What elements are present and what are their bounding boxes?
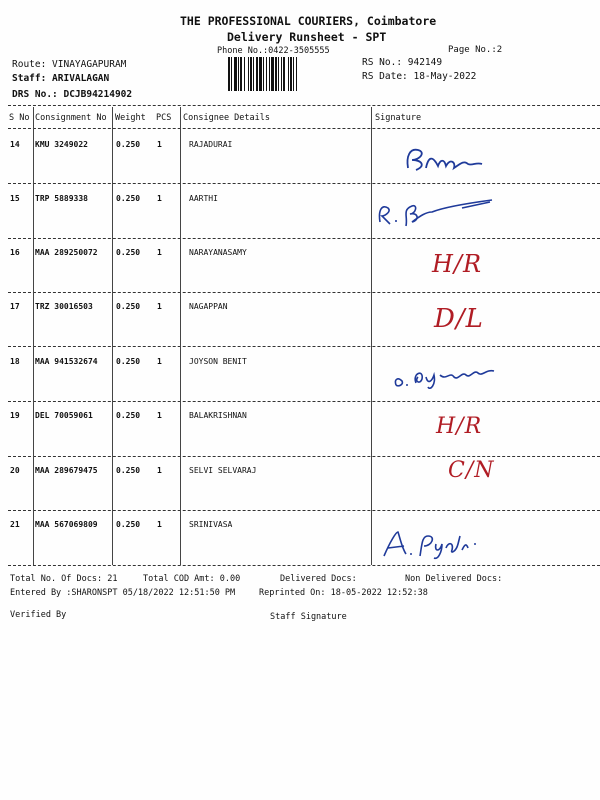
- reprinted-on: Reprinted On: 18-05-2022 12:52:38: [259, 588, 428, 598]
- row-consignment: TRZ 30016503: [35, 302, 93, 311]
- row-sno: 14: [10, 140, 20, 149]
- row-consignee: AARTHI: [189, 194, 218, 203]
- page-title: THE PROFESSIONAL COURIERS, Coimbatore: [180, 14, 437, 28]
- row-sno: 16: [10, 248, 20, 257]
- column-divider: [180, 107, 181, 565]
- row-pcs: 1: [157, 194, 162, 203]
- total-docs: Total No. Of Docs: 21: [10, 574, 118, 584]
- column-divider: [112, 107, 113, 565]
- row-weight: 0.250: [116, 466, 141, 475]
- drs-number: DRS No.: DCJB94214902: [12, 89, 133, 100]
- row-divider: [8, 510, 600, 511]
- row-weight: 0.250: [116, 520, 141, 529]
- row-consignment: MAA 941532674: [35, 357, 98, 366]
- status-mark: H/R: [436, 414, 483, 439]
- row-pcs: 1: [157, 520, 162, 529]
- table-top-border: [8, 105, 600, 106]
- signature-icon: [372, 186, 502, 232]
- row-sno: 21: [10, 520, 20, 529]
- total-cod: Total COD Amt: 0.00: [143, 574, 241, 584]
- header-divider: [8, 128, 600, 129]
- row-sno: 20: [10, 466, 20, 475]
- row-consignee: JOYSON BENIT: [189, 357, 247, 366]
- page-number: Page No.:2: [448, 45, 503, 55]
- col-header-pcs: PCS: [156, 113, 172, 123]
- row-divider: [8, 456, 600, 457]
- row-consignment: TRP 5889338: [35, 194, 88, 203]
- row-consignee: NAGAPPAN: [189, 302, 228, 311]
- row-sno: 17: [10, 302, 20, 311]
- page-subtitle: Delivery Runsheet - SPT: [227, 30, 387, 44]
- row-divider: [8, 183, 600, 184]
- status-mark: C/N: [448, 458, 495, 483]
- row-weight: 0.250: [116, 357, 141, 366]
- row-divider: [8, 238, 600, 239]
- row-consignment: DEL 70059061: [35, 411, 93, 420]
- row-divider: [8, 346, 600, 347]
- column-divider: [33, 107, 34, 565]
- row-sno: 15: [10, 194, 20, 203]
- route-label: Route: VINAYAGAPURAM: [12, 59, 127, 70]
- rs-date: RS Date: 18-May-2022: [362, 71, 477, 82]
- row-pcs: 1: [157, 248, 162, 257]
- row-consignment: MAA 567069809: [35, 520, 98, 529]
- row-weight: 0.250: [116, 140, 141, 149]
- delivered-docs: Delivered Docs:: [280, 574, 357, 584]
- row-divider: [8, 401, 600, 402]
- row-consignment: KMU 3249022: [35, 140, 88, 149]
- col-header-weight: Weight: [115, 113, 146, 123]
- row-consignee: SRINIVASA: [189, 520, 233, 529]
- row-pcs: 1: [157, 466, 162, 475]
- row-pcs: 1: [157, 140, 162, 149]
- row-weight: 0.250: [116, 194, 141, 203]
- row-pcs: 1: [157, 357, 162, 366]
- non-delivered-docs: Non Delivered Docs:: [405, 574, 503, 584]
- row-sno: 19: [10, 411, 20, 420]
- staff-label: Staff: ARIVALAGAN: [12, 73, 110, 84]
- row-consignee: RAJADURAI: [189, 140, 233, 149]
- row-weight: 0.250: [116, 248, 141, 257]
- staff-signature: Staff Signature: [270, 612, 347, 622]
- phone-number: Phone No.:0422-3505555: [217, 46, 330, 56]
- row-divider: [8, 292, 600, 293]
- row-weight: 0.250: [116, 302, 141, 311]
- row-pcs: 1: [157, 302, 162, 311]
- signature-icon: [378, 522, 488, 562]
- row-consignee: SELVI SELVARAJ: [189, 466, 257, 475]
- col-header-consignment: Consignment No: [35, 113, 107, 123]
- col-header-sno: S No: [9, 113, 30, 123]
- col-header-signature: Signature: [375, 113, 422, 123]
- row-pcs: 1: [157, 411, 162, 420]
- entered-by: Entered By :SHARONSPT 05/18/2022 12:51:50 PM: [10, 588, 236, 598]
- signature-icon: [390, 355, 510, 395]
- status-mark: H/R: [432, 250, 483, 278]
- row-consignment: MAA 289679475: [35, 466, 98, 475]
- verified-by: Verified By: [10, 610, 67, 620]
- rs-number: RS No.: 942149: [362, 57, 443, 68]
- status-mark: D/L: [434, 304, 484, 334]
- row-consignment: MAA 289250072: [35, 248, 98, 257]
- row-consignee: NARAYANASAMY: [189, 248, 247, 257]
- col-header-consignee: Consignee Details: [183, 113, 270, 123]
- row-weight: 0.250: [116, 411, 141, 420]
- barcode-icon: [228, 57, 346, 91]
- row-consignee: BALAKRISHNAN: [189, 411, 247, 420]
- signature-icon: [398, 140, 488, 176]
- table-bottom-border: [8, 565, 600, 566]
- column-divider: [371, 107, 372, 565]
- row-sno: 18: [10, 357, 20, 366]
